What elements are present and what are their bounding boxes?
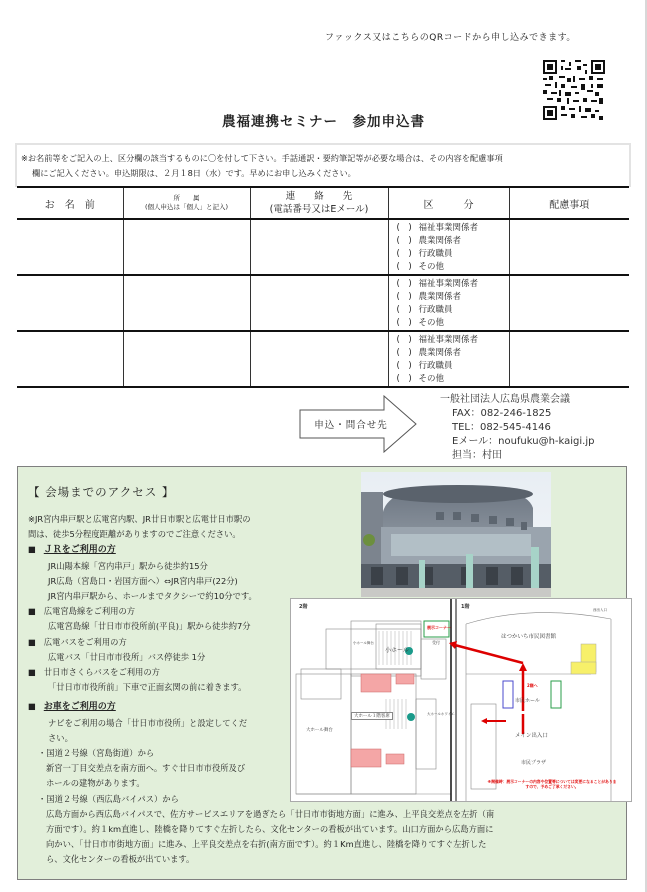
map-citizen-hall: 市民ホール [515, 698, 540, 704]
category-option-government[interactable]: ( ) 行政職員 [396, 361, 453, 371]
contact-info [440, 393, 595, 463]
notes-field[interactable] [509, 275, 629, 331]
table-header-row [17, 187, 629, 219]
access-note-line1: ※JR宮内串戸駅と広電宮内駅、JR廿日市駅と広電廿日市駅の [28, 514, 251, 524]
affiliation-field[interactable] [123, 331, 250, 387]
category-cell [388, 275, 509, 331]
car-route2-line: ら、文化センターの看板が出ています。 [46, 854, 195, 865]
section-hiroden-train: ■ 広電宮島線をご利用の方 [28, 606, 136, 617]
contact-fax: FAX：082-246-1825 [452, 408, 552, 419]
col-notes-header: 配慮事項 [509, 187, 629, 219]
map-west-entrance: 西出入口 [593, 608, 607, 612]
car-route2-line: 広島方面から西広島バイパスで、佐方サービスエリアを過ぎたら「廿日市市街地方面」に進み、上平良交差点を左折（南 [46, 808, 495, 819]
affiliation-field[interactable] [123, 219, 250, 275]
affiliation-field[interactable] [123, 275, 250, 331]
instructions-line2: 欄にご記入ください。申込期限は、２月１8日（水）です。早めにお申し込みください。 [32, 168, 356, 178]
contact-organization: 一般社団法人広島県農業会議 [440, 394, 570, 405]
name-field[interactable] [17, 275, 123, 331]
category-option-agriculture[interactable]: ( ) 農業関係者 [396, 292, 462, 302]
page-title: 農福連携セミナー 参加申込書 [222, 114, 425, 130]
table-row [17, 219, 629, 275]
map-warning-note: ※開催時：展示コーナーの内容や位置等については変更になることがありますので、予めご了承ください。 [487, 779, 617, 789]
map-plaza: 市民プラザ [521, 760, 547, 766]
application-form-table [17, 186, 629, 388]
category-option-agriculture[interactable]: ( ) 農業関係者 [396, 236, 462, 246]
map-exhibit-corner-2f: 展示コーナー [427, 625, 451, 630]
category-cell [388, 331, 509, 387]
category-option-other[interactable]: ( ) その他 [396, 262, 445, 272]
section-hiroden-bus: ■ 広電バスをご利用の方 [28, 636, 127, 647]
name-field[interactable] [17, 331, 123, 387]
car-navi-line: ナビをご利用の場合「廿日市市役所」と設定してくだ [48, 717, 248, 728]
category-option-welfare[interactable]: ( ) 福祉事業関係者 [396, 279, 479, 289]
car-route1-heading: ・国道２号線（宮島街道）から [38, 748, 155, 759]
map-big-hall-seats: 大ホール１階客席 [351, 712, 393, 720]
map-main-entrance: メイン出入口 [515, 733, 548, 739]
contact-field[interactable] [250, 275, 388, 331]
col-name-header: お 名 前 [17, 187, 123, 219]
car-navi-line: さい。 [48, 732, 73, 743]
notes-field[interactable] [509, 219, 629, 275]
col-affiliation-header: 所 属 (個人申込は「個人」と記入) [123, 187, 250, 219]
car-route2-heading: ・国道２号線（西広島バイパス）から [38, 793, 179, 804]
access-title: 【 会場までのアクセス 】 [28, 485, 175, 499]
map-floor2-label: 2階 [299, 604, 308, 610]
jr-line: JR宮内串戸駅から、ホールまでタクシーで約10分です。 [48, 591, 257, 602]
car-route1-line: 新宮一丁目交差点を南方面へ。すぐ廿日市市役所及び [46, 763, 246, 774]
category-option-government[interactable]: ( ) 行政職員 [396, 249, 453, 259]
venue-photo [361, 472, 551, 597]
table-row [17, 331, 629, 387]
contact-person: 担当：村田 [452, 450, 502, 461]
fax-qr-note: ファックス又はこちらのQRコードから申し込みできます。 [325, 33, 576, 43]
car-route2-line: 向かい、「廿日市市街地方面」に進み、上平良交差点を右折(南方面です）。約１Km直進し、陸橋を降りてすぐ左折した [46, 839, 487, 850]
category-option-agriculture[interactable]: ( ) 農業関係者 [396, 348, 462, 358]
contact-tel: TEL：082-545-4146 [452, 422, 551, 433]
instructions-box [15, 143, 631, 187]
category-option-government[interactable]: ( ) 行政職員 [396, 305, 453, 315]
table-row [17, 275, 629, 331]
map-floor1-label: 1階 [461, 604, 470, 610]
section-car: ■ お車をご利用の方 [28, 701, 116, 713]
contact-field[interactable] [250, 219, 388, 275]
map-small-hall-stage: 小ホール舞台 [353, 641, 374, 645]
section-sakura-bus: ■ 廿日市さくらバスをご利用の方 [28, 667, 160, 678]
category-cell [388, 219, 509, 275]
jr-line: JR山陽本線「宮内串戸」駅から徒歩約15分 [48, 560, 208, 571]
notes-field[interactable] [509, 331, 629, 387]
category-option-other[interactable]: ( ) その他 [396, 318, 445, 328]
map-small-hall: 小ホール [385, 647, 409, 654]
jr-line: JR広島（宮島口・岩国方面へ）⇔JR宮内串戸(22分) [48, 575, 238, 586]
sakura-bus-line: 「廿日市市役所前」下車で正面玄関の前に着きます。 [48, 682, 247, 693]
map-reception: 受付 [432, 640, 440, 645]
hiroden-bus-line: 広電バス「廿日市市役所」バス停徒歩 1分 [48, 651, 206, 662]
category-option-welfare[interactable]: ( ) 福祉事業関係者 [396, 223, 479, 233]
category-option-other[interactable]: ( ) その他 [396, 374, 445, 384]
map-library: はつかいち市民図書館 [501, 634, 557, 640]
map-big-hall-stage: 大ホール舞台 [306, 728, 333, 733]
car-route1-line: ホールの建物があります。 [46, 778, 145, 789]
map-big-hall-foyer: 大ホールホワイエ [427, 712, 455, 716]
section-jr: ■ ＪＲをご利用の方 [28, 544, 116, 556]
category-option-welfare[interactable]: ( ) 福祉事業関係者 [396, 335, 479, 345]
contact-arrow-label: 申込・問合せ先 [314, 420, 388, 431]
car-route2-line: 方面です）。約１km直進し、陸橋を降りてすぐ左折したら、文化センターの看板が出ています。山口方面から広島方面に [46, 824, 494, 835]
col-contact-header: 連 絡 先 (電話番号又はEメール) [250, 187, 388, 219]
access-note-line2: 間は、徒歩5分程度距離がありますのでご注意ください。 [28, 529, 241, 540]
map-to-2f: 2階へ [527, 683, 538, 688]
name-field[interactable] [17, 219, 123, 275]
floor-map [290, 598, 632, 802]
contact-field[interactable] [250, 331, 388, 387]
col-category-header: 区 分 [388, 187, 509, 219]
contact-email[interactable]: Eメール：noufuku@h-kaigi.jp [452, 436, 595, 447]
instructions-line1: ※お名前等をご記入の上、区分欄の該当するものに〇を付して下さい。手話通訳・要約筆記等が必要な場合は、その内容を配慮事項 [21, 153, 503, 163]
hiroden-train-line: 広電宮島線「廿日市市役所前(平良)」駅から徒歩約7分 [48, 621, 251, 632]
